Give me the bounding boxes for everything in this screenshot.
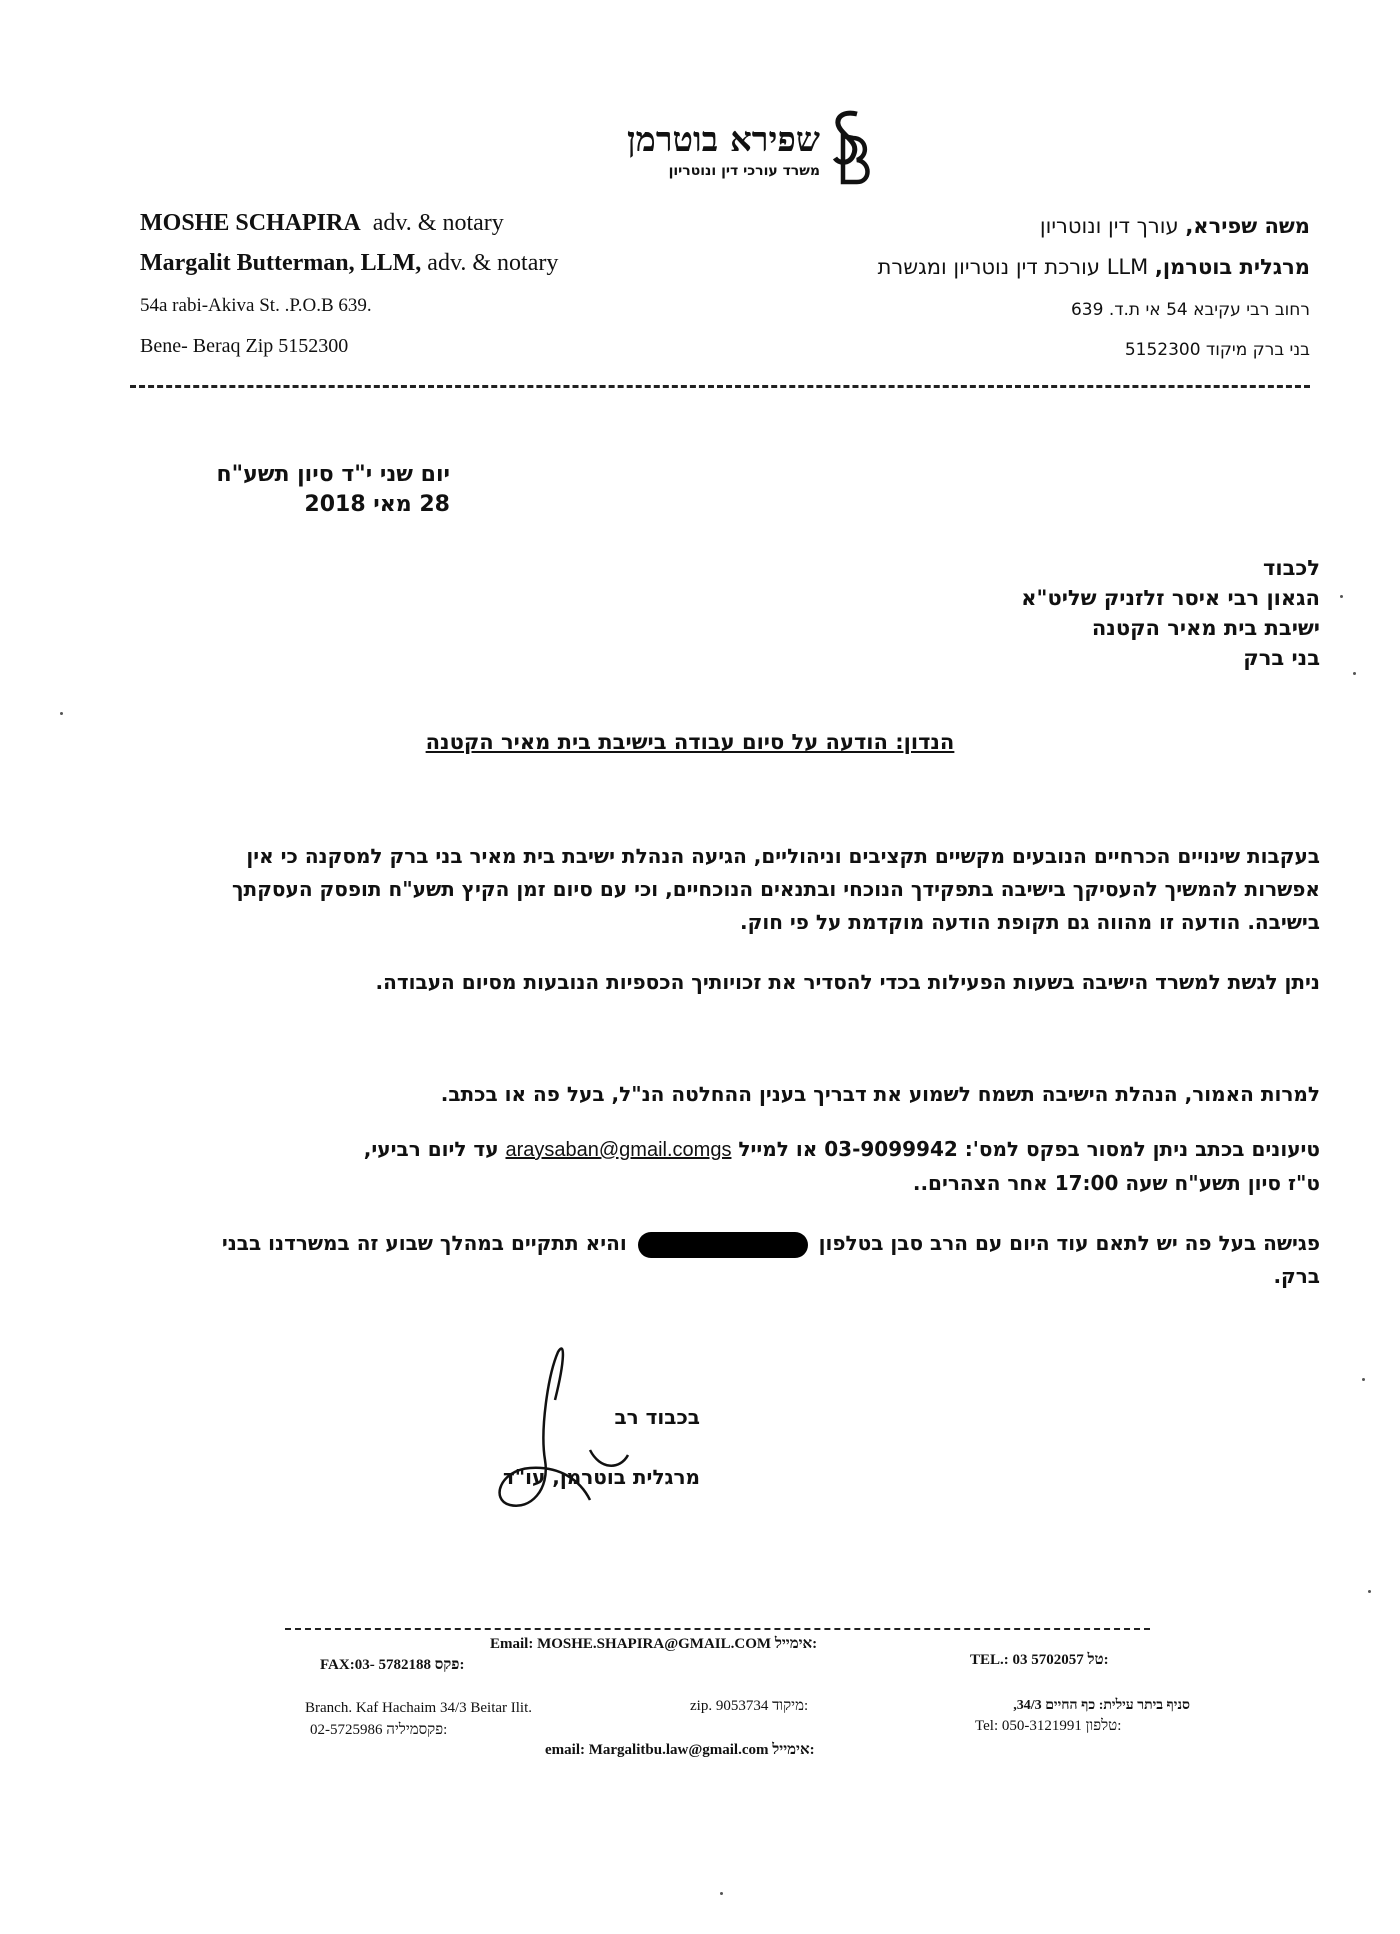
scan-speck [1353, 672, 1356, 675]
lawyer1-name-he: משה שפירא, [1185, 214, 1310, 238]
lawyer2-title-he: LLM עורכת דין נוטריון ומגשרת [877, 255, 1149, 279]
header-divider [130, 385, 1310, 388]
body-paragraph-3: למרות האמור, הנהלת הישיבה תשמח לשמוע את דבריך בענין ההחלטה הנ"ל, בעל פה או בכתב. [440, 1082, 1320, 1106]
logo-name: שפירא בוטרמן [627, 120, 820, 160]
closing: בכבוד רב [614, 1405, 700, 1429]
branch-tel-label-he: טלפון: [1085, 1718, 1122, 1734]
footer-email2[interactable]: Margalitbu.law@gmail.com [588, 1742, 769, 1758]
subject-line: הנדון: הודעה על סיום עבודה בישיבת בית מאיר הקטנה [425, 730, 955, 754]
p4-deadline-date: ט"ז סיון תשע"ח שעה 17:00 אחר הצהרים.. [912, 1171, 1320, 1195]
p5-location-text: והיא תתקיים במהלך שבוע זה במשרדנו בבני ברק. [221, 1231, 1320, 1288]
branch-tel-number: Tel: 050-3121991 [975, 1718, 1082, 1734]
lawyer1-name-en: MOSHE SCHAPIRA [140, 210, 361, 236]
zip-number: 9053734 [715, 1698, 769, 1714]
zip-label: zip. [690, 1698, 713, 1714]
branch-tel [975, 1718, 1195, 1735]
letterhead-he-line1 [670, 214, 1310, 238]
sb-monogram-logo-icon [823, 108, 873, 188]
scan-speck [1340, 595, 1343, 598]
footer-tel [970, 1652, 1200, 1669]
footer-divider [285, 1628, 1150, 1630]
tel-number: 03 5702057 [1012, 1652, 1084, 1668]
fax-number: 03- 5782188 [354, 1657, 431, 1673]
signer-name: מרגלית בוטרמן, עו"ד [502, 1465, 700, 1489]
date-gregorian: 28 מאי 2018 [304, 492, 450, 517]
recipient-salutation: לכבוד [1263, 556, 1320, 580]
branch-zip [690, 1698, 890, 1715]
branch-fax-number: 02-5725986 [310, 1722, 383, 1738]
footer-email-label: Email: [490, 1636, 534, 1652]
letterhead-en-line2 [140, 250, 740, 277]
lawyer1-title-en: adv. & notary [372, 210, 504, 236]
branch-address-he: סניף ביתר עילית: כף החיים 34/3, [1013, 1698, 1190, 1713]
zip-label-he: מיקוד: [772, 1698, 809, 1714]
recipient-name: הגאון רבי איסר זלזניק שליט"א [1021, 586, 1320, 610]
recipient-institution: ישיבת בית מאיר הקטנה [1091, 616, 1320, 640]
branch-fax-label-he: פקסמיליה: [386, 1722, 448, 1738]
recipient-block [720, 553, 1320, 673]
logo-tagline: משרד עורכי דין ונוטריון [668, 163, 820, 179]
fax-label: FAX: [320, 1657, 355, 1673]
tel-label: TEL.: [970, 1652, 1009, 1668]
redacted-phone [638, 1232, 808, 1258]
scan-speck [1362, 1378, 1365, 1381]
address-he: רחוב רבי עקיבא 54 אי ת.ד. 639 [1070, 300, 1310, 320]
p4-fax-text: טיעונים בכתב ניתן למסור בפקס למס': 03-9099942 או למייל [738, 1137, 1320, 1161]
footer-email[interactable]: MOSHE.SHAPIRA@GMAIL.COM [537, 1636, 772, 1652]
address-en: 54a rabi-Akiva St. .P.O.B 639. [140, 295, 372, 316]
letterhead-en-line1 [140, 210, 740, 237]
footer-fax [320, 1657, 580, 1674]
lawyer2-name-he: מרגלית בוטרמן, [1154, 255, 1310, 279]
tel-label-he: טל: [1087, 1652, 1109, 1668]
branch-fax [310, 1722, 530, 1739]
fax-label-he: פקס: [434, 1657, 465, 1673]
footer-email-line [490, 1636, 970, 1653]
body-paragraph-4 [200, 1133, 1320, 1200]
handwritten-signature-icon [470, 1340, 670, 1520]
letterhead-he-line2 [670, 255, 1310, 279]
lawyer1-title-he: עורך דין ונוטריון [1039, 214, 1179, 238]
email2-label-he: אימייל: [772, 1742, 815, 1758]
city-zip-en: Bene- Beraq Zip 5152300 [140, 335, 349, 357]
body-paragraph-5 [200, 1227, 1320, 1293]
branch-address-en: Branch. Kaf Hachaim 34/3 Beitar Ilit. [305, 1700, 533, 1716]
lawyer2-title-en: adv. & notary [427, 250, 559, 276]
contact-email-link[interactable]: araysaban@gmail.comgs [505, 1139, 732, 1161]
scan-speck [60, 712, 63, 715]
lawyer2-name-en: Margalit Butterman, LLM, [140, 250, 422, 276]
scan-speck [720, 1892, 723, 1895]
body-paragraph-2: ניתן לגשת למשרד הישיבה בשעות הפעילות בכדי להסדיר את זכויותיך הכספיות הנובעות מסיום העבודה. [375, 970, 1320, 994]
recipient-city: בני ברק [1243, 646, 1320, 670]
date-hebrew: יום שני י"ד סיון תשע"ח [216, 462, 450, 487]
footer-email-label-he: אימייל: [774, 1636, 818, 1652]
p5-meeting-text: פגישה בעל פה יש לתאם עוד היום עם הרב סבן בטלפון [818, 1231, 1320, 1255]
body-paragraph-1: בעקבות שינויים הכרחיים הנובעים מקשיים תקציבים וניהוליים, הגיעה הנהלת ישיבת בית מאיר בני ברק למסקנה כי אין אפשרות להמשיך להעסיקך בישיבה בתפקידך הנוכחי ובתנאים הנוכחיים, וכי עם סיום זמן הקיץ תשע"ח תופסק העסקתך בישיבה. הודעה זו מהווה גם תקופת הודעה מוקדמת על פי חוק. [231, 844, 1320, 934]
footer-email2-line [545, 1742, 985, 1759]
scan-speck [1368, 1590, 1371, 1593]
p4-deadline-text: עד ליום רביעי, [363, 1137, 499, 1161]
email2-label: email: [545, 1742, 585, 1758]
city-zip-he: בני ברק מיקוד 5152300 [1124, 340, 1310, 360]
